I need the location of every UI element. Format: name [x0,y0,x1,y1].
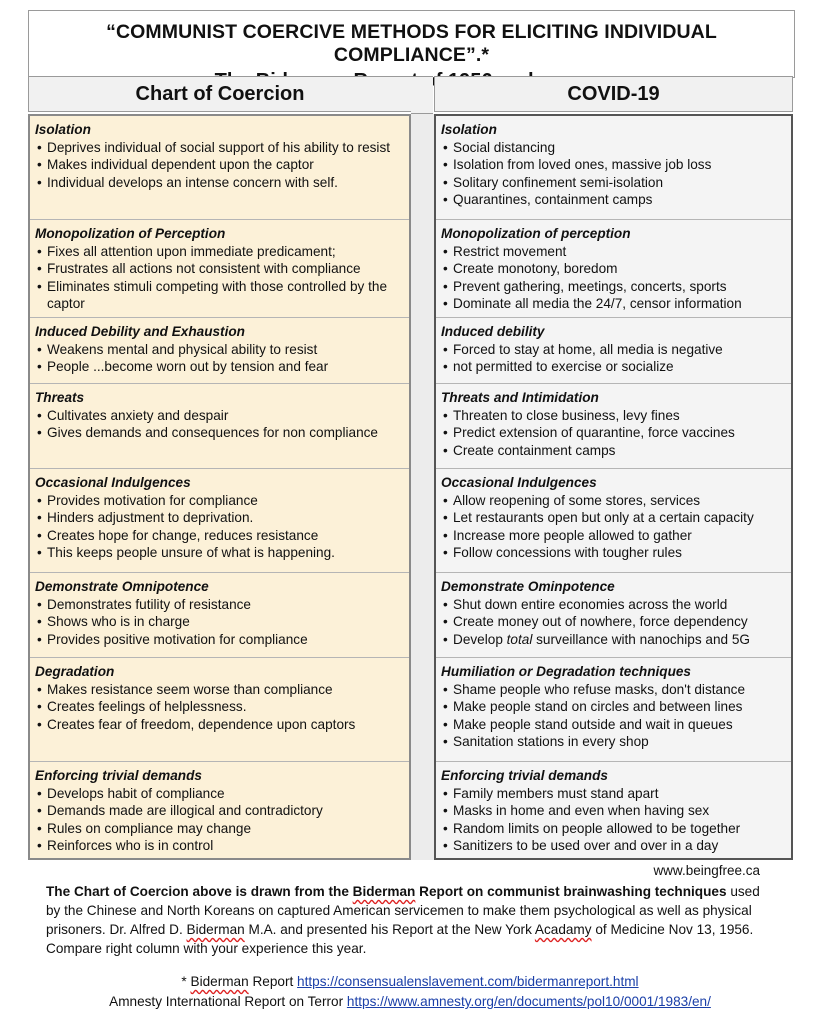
cell-title: Induced Debility and Exhaustion [35,324,245,339]
list-item: • Prevent gathering, meetings, concerts, sports [441,278,785,295]
bullet-list [441,785,785,855]
table-cell [30,220,409,318]
bullet-list [441,681,785,751]
bullet-list [35,407,403,442]
table-cell [436,220,791,318]
list-item: • Gives demands and consequences for non compliance [35,424,403,441]
footer-paragraph [46,882,776,958]
bullet-list [35,243,403,313]
bullet-list [35,681,403,733]
table-cell [436,658,791,762]
cell-title: Monopolization of perception [441,226,631,241]
list-item: • Demonstrates futility of resistance [35,596,403,613]
ref1-name: Biderman [190,974,249,989]
list-item: • Quarantines, containment camps [441,191,785,208]
table-cell [436,573,791,658]
list-item: • Provides motivation for compliance [35,492,403,509]
list-item: • Reinforces who is in control [35,837,403,854]
comparison-table [28,114,793,860]
left-column-header: Chart of Coercion [28,76,412,112]
table-cell [30,469,409,573]
cell-title: Enforcing trivial demands [441,768,608,783]
cell-title: Isolation [35,122,91,137]
column-headers [28,76,793,112]
list-item: • not permitted to exercise or socialize [441,358,785,375]
title-box [28,10,795,78]
references [0,972,820,1012]
title-main: “COMMUNIST COERCIVE METHODS FOR ELICITING INDIVIDUAL COMPLIANCE”.* [106,21,717,66]
list-item: • Shut down entire economies across the world [441,596,785,613]
footer-text-b: M.A. and presented his Report at the New York [244,922,535,937]
list-item: • Develops habit of compliance [35,785,403,802]
cell-title: Demonstrate Omnipotence [35,579,209,594]
list-item: • Provides positive motivation for compliance [35,631,403,648]
header-gap [411,76,433,114]
ref2-prefix: Amnesty International Report on Terror [109,994,347,1009]
list-item: • Isolation from loved ones, massive job loss [441,156,785,173]
table-cell [436,469,791,573]
bullet-list [441,596,785,648]
list-item: • Deprives individual of social support of his ability to resist [35,139,403,156]
list-item: • Creates feelings of helplessness. [35,698,403,715]
list-item: • Social distancing [441,139,785,156]
list-item: • This keeps people unsure of what is happening. [35,544,403,561]
list-item: • Follow concessions with tougher rules [441,544,785,561]
column-gap [411,114,434,860]
table-cell [436,384,791,469]
list-item: • Weakens mental and physical ability to resist [35,341,403,358]
list-item: • Creates hope for change, reduces resistance [35,527,403,544]
list-item: • Let restaurants open but only at a certain capacity [441,509,785,526]
list-item: • Family members must stand apart [441,785,785,802]
footer-text-c: of Medicine Nov 13, 1956. Compare right column with your experience this year. [46,922,754,956]
bullet-list [35,139,403,191]
list-item: • Make people stand on circles and between lines [441,698,785,715]
website-label: www.beingfree.ca [653,863,760,878]
cell-title: Occasional Indulgences [35,475,191,490]
list-item: • Create money out of nowhere, force dependency [441,613,785,630]
cell-title: Monopolization of Perception [35,226,226,241]
table-cell [30,116,409,220]
cell-title: Enforcing trivial demands [35,768,202,783]
footer-name2: Biderman [186,922,245,937]
list-item: • Fixes all attention upon immediate predicament; [35,243,403,260]
list-item: • Rules on compliance may change [35,820,403,837]
list-item: • Creates fear of freedom, dependence upon captors [35,716,403,733]
cell-title: Humiliation or Degradation techniques [441,664,691,679]
list-item: • Makes resistance seem worse than compliance [35,681,403,698]
bullet-list [35,785,403,855]
ref1-prefix: * [181,974,191,989]
footer-text-a: used by the Chinese and North Koreans on captured American servicemen to make them psychological as well as physical prisoners. Dr. Alfred D. [46,884,760,937]
amnesty-report-link[interactable]: https://www.amnesty.org/en/documents/pol10/0001/1983/en/ [346,994,711,1009]
reference-1 [0,972,820,992]
bullet-list [35,492,403,562]
bullet-list [441,341,785,376]
cell-title: Degradation [35,664,115,679]
list-item: • Masks in home and even when having sex [441,802,785,819]
list-item: • Allow reopening of some stores, services [441,492,785,509]
bullet-list [35,596,403,648]
list-item: • Predict extension of quarantine, force vaccines [441,424,785,441]
list-item: • Hinders adjustment to deprivation. [35,509,403,526]
footer-academy: Acadamy [534,922,592,937]
list-item: • People ...become worn out by tension and fear [35,358,403,375]
list-item: • Solitary confinement semi-isolation [441,174,785,191]
table-cell [30,318,409,384]
list-item: • Individual develops an intense concern with self. [35,174,403,191]
footer-bold-b: Report on communist brainwashing techniques [415,884,727,899]
list-item: • Shows who is in charge [35,613,403,630]
list-item: • Forced to stay at home, all media is negative [441,341,785,358]
table-cell [436,762,791,862]
coercion-column [28,114,411,860]
biderman-report-link[interactable]: https://consensualenslavement.com/bidermanreport.html [297,974,639,989]
table-cell [436,116,791,220]
list-item: • Create monotony, boredom [441,260,785,277]
cell-title: Isolation [441,122,497,137]
list-item: • Make people stand outside and wait in queues [441,716,785,733]
list-item: • Cultivates anxiety and despair [35,407,403,424]
bullet-list [441,407,785,459]
table-cell [436,318,791,384]
cell-title: Induced debility [441,324,545,339]
cell-title: Occasional Indulgences [441,475,597,490]
list-item: • Random limits on people allowed to be together [441,820,785,837]
list-item: • Sanitizers to be used over and over in a day [441,837,785,854]
list-item: • Demands made are illogical and contradictory [35,802,403,819]
bullet-list [441,492,785,562]
list-item: • Dominate all media the 24/7, censor information [441,295,785,312]
covid-column [434,114,793,860]
bullet-list [35,341,403,376]
list-item: • Restrict movement [441,243,785,260]
reference-2 [0,992,820,1012]
footer-bold-a: The Chart of Coercion above is drawn from the [46,884,353,899]
ref1-mid: Report [248,974,298,989]
list-item: • Shame people who refuse masks, don't distance [441,681,785,698]
footer-bold-name: Biderman [352,884,416,899]
table-cell [30,762,409,862]
bullet-list [441,243,785,313]
cell-title: Threats [35,390,85,405]
list-item: • Eliminates stimuli competing with those controlled by the captor [35,278,403,313]
bullet-list [441,139,785,209]
list-item: • Increase more people allowed to gather [441,527,785,544]
table-cell [30,658,409,762]
list-item: • Create containment camps [441,442,785,459]
table-cell [30,573,409,658]
list-item: • Sanitation stations in every shop [441,733,785,750]
right-column-header: COVID-19 [434,76,793,112]
list-item: • Makes individual dependent upon the captor [35,156,403,173]
list-item: • Develop total surveillance with nanochips and 5G [441,631,785,648]
cell-title: Threats and Intimidation [441,390,599,405]
list-item: • Threaten to close business, levy fines [441,407,785,424]
cell-title: Demonstrate Ominpotence [441,579,615,594]
list-item: • Frustrates all actions not consistent with compliance [35,260,403,277]
table-cell [30,384,409,469]
